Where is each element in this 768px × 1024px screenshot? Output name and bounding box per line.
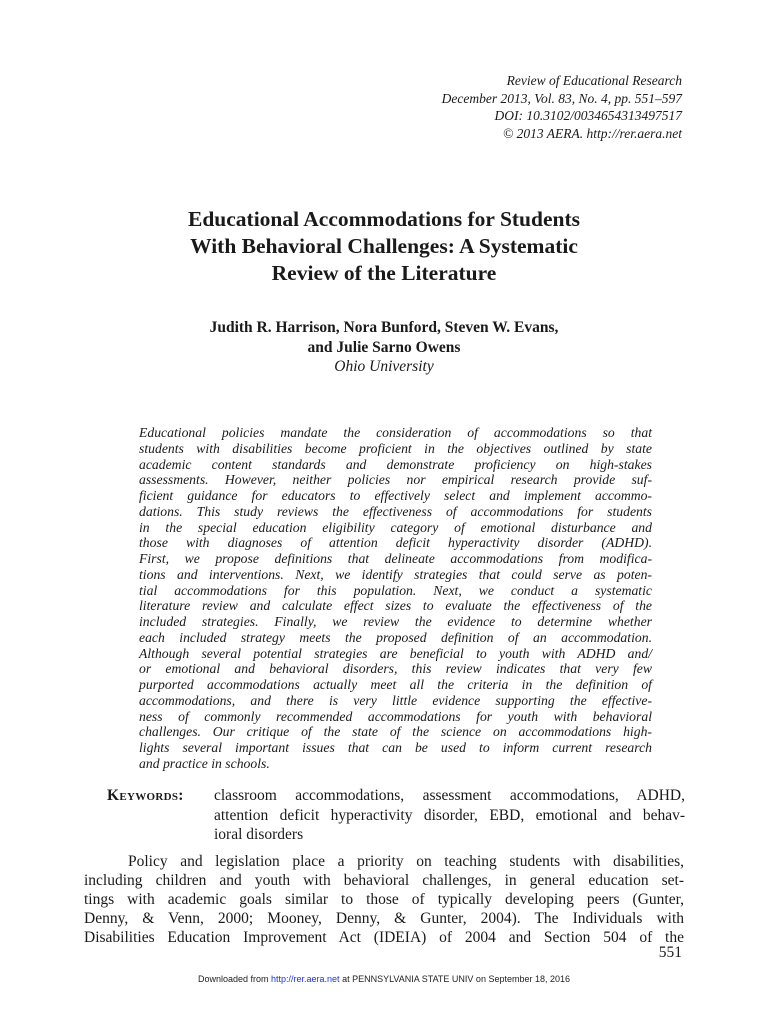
body-line: including children and youth with behavioral challenges, in general education set- [84, 872, 684, 889]
abstract-line: literature review and calculate effect sizes to evaluate the effectiveness of the [139, 598, 652, 614]
abstract-line: assessments. However, neither policies nor empirical research provide suf- [139, 472, 652, 488]
journal-copyright: © 2013 AERA. http://rer.aera.net [503, 125, 682, 141]
title-line: Educational Accommodations for Students [187, 207, 581, 231]
abstract [139, 425, 652, 772]
abstract-line: those with diagnoses of attention deficit hyperactivity disorder (ADHD). [139, 535, 652, 551]
body-line: Policy and legislation place a priority on teaching students with disabilities, [128, 853, 684, 870]
abstract-line: ficient guidance for educators to effectively select and implement accommo- [139, 488, 652, 503]
keywords-line: ioral disorders [214, 826, 304, 843]
author-list [84, 318, 684, 358]
author-line: Judith R. Harrison, Nora Bunford, Steven W. Evans, [209, 319, 559, 336]
abstract-line: lights several important issues that can be used to inform current research [139, 740, 652, 755]
author-affiliation: Ohio University [334, 358, 434, 375]
title-line: With Behavioral Challenges: A Systematic [190, 234, 578, 258]
journal-issue: December 2013, Vol. 83, No. 4, pp. 551–597 [441, 90, 682, 106]
keywords-label: Keywords: [107, 787, 184, 804]
body-line: Denny, & Venn, 2000; Mooney, Denny, & Gunter, 2004). The Individuals with [84, 910, 684, 927]
download-notice [0, 974, 768, 984]
abstract-line: in the special education eligibility category of emotional disturbance and [139, 519, 652, 535]
abstract-line: included strategies. Finally, we review the evidence to determine whether [139, 614, 652, 629]
abstract-line: Educational policies mandate the consideration of accommodations so that [139, 425, 652, 440]
journal-header [282, 72, 682, 142]
page-number: 551 [658, 944, 682, 961]
journal-name: Review of Educational Research [506, 73, 682, 88]
abstract-line: each included strategy meets the proposed definition of an accommodation. [139, 629, 652, 645]
abstract-line: or emotional and behavioral disorders, this review indicates that very few [139, 661, 652, 677]
abstract-line: students with disabilities become proficient in the objectives outlined by state [139, 440, 652, 456]
keywords-line: classroom accommodations, assessment accommodations, ADHD, [214, 787, 685, 804]
keywords-line: attention deficit hyperactivity disorder, EBD, emotional and behav- [214, 806, 685, 824]
article-title [84, 206, 684, 287]
body-line: Disabilities Education Improvement Act (IDEIA) of 2004 and Section 504 of the [84, 929, 684, 946]
body-paragraph [84, 852, 684, 947]
abstract-line: Although several potential strategies are beneficial to youth with ADHD and/ [139, 645, 652, 661]
download-notice-suffix: at PENNSYLVANIA STATE UNIV on September 18, 2016 [339, 974, 571, 984]
abstract-line: tial accommodations for this population. Next, we conduct a systematic [139, 582, 652, 598]
abstract-line: dations. This study reviews the effectiveness of accommodations for students [139, 503, 652, 519]
abstract-line: and practice in schools. [139, 755, 270, 771]
abstract-line: ness of commonly recommended accommodations for youth with behavioral [139, 708, 652, 724]
abstract-line: purported accommodations actually meet all the criteria in the definition of [139, 677, 652, 692]
abstract-line: First, we propose definitions that delineate accommodations from modifica- [139, 551, 652, 566]
author-line: and Julie Sarno Owens [307, 339, 461, 356]
journal-doi: DOI: 10.3102/0034654313497517 [494, 108, 682, 123]
title-line: Review of the Literature [271, 261, 497, 285]
keywords-list [214, 786, 685, 845]
abstract-line: accommodations, and there is very little evidence supporting the effective- [139, 692, 652, 708]
abstract-line: academic content standards and demonstrate proficiency on high-stakes [139, 456, 652, 472]
download-notice-prefix: Downloaded from [197, 974, 272, 984]
abstract-line: tions and interventions. Next, we identify strategies that could serve as poten- [139, 566, 652, 582]
abstract-line: challenges. Our critique of the state of the science on accommodations high- [139, 724, 652, 740]
body-line: tings with academic goals similar to those of typically developing peers (Gunter, [84, 891, 684, 908]
download-link[interactable]: http://rer.aera.net [271, 974, 340, 984]
